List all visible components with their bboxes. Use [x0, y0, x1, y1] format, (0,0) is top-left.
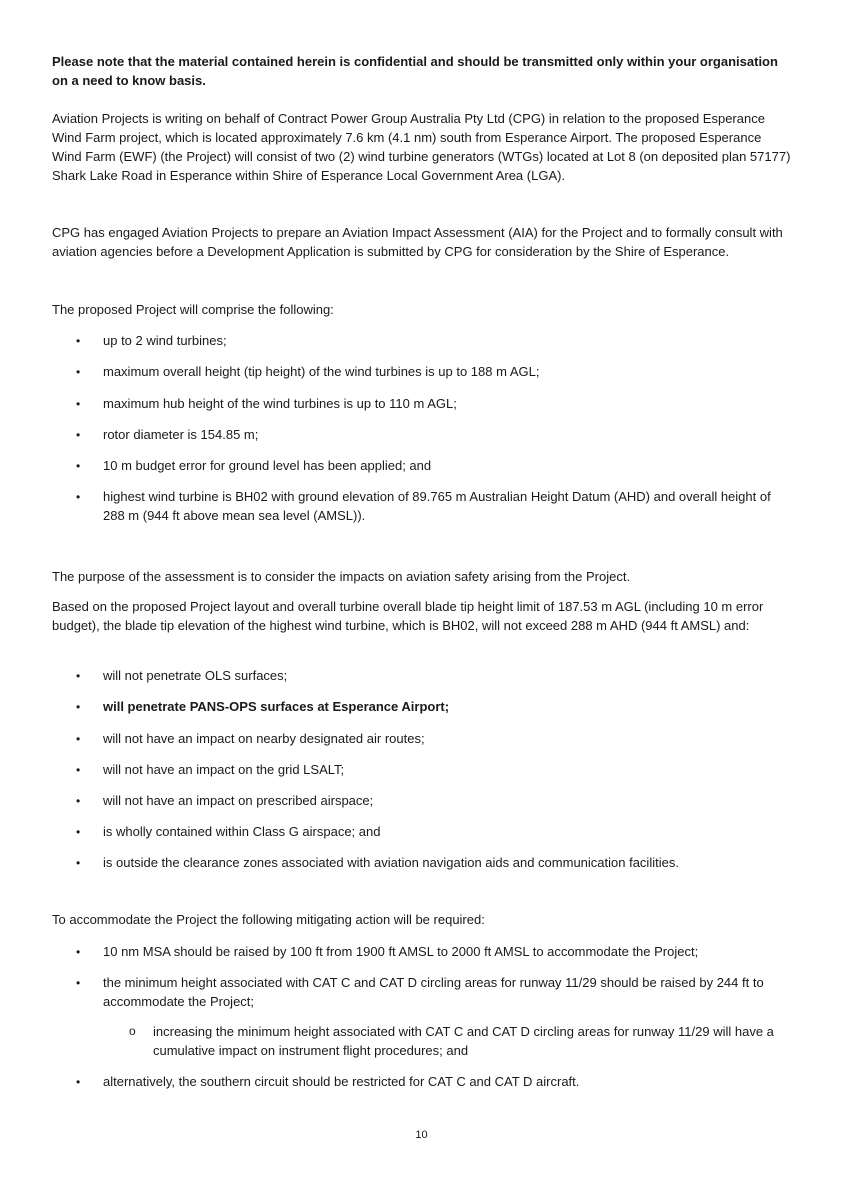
- bullet-icon: •: [76, 459, 81, 473]
- list-item-text: is wholly contained within Class G airspace; and: [103, 824, 381, 839]
- list-item-text: will not have an impact on prescribed airspace;: [103, 793, 374, 808]
- list-item-text: rotor diameter is 154.85 m;: [103, 427, 259, 442]
- bullet-icon: •: [76, 490, 81, 504]
- list-item-text: will not have an impact on the grid LSALT;: [103, 762, 345, 777]
- list-item-text: 10 nm MSA should be raised by 100 ft from 1900 ft AMSL to 2000 ft AMSL to accommodate the Project;: [103, 944, 699, 959]
- bullet-icon: •: [76, 825, 81, 839]
- mitigation-paragraph: To accommodate the Project the following mitigating action will be required:: [52, 912, 485, 927]
- layout-paragraph: Based on the proposed Project layout and overall turbine overall blade tip height limit of 187.53 m AGL (including 10 m error budget), the blade tip elevation of the highest wind turbine, which is BH02, will not exceed 288 m AHD (944 ft AMSL) and:: [52, 599, 764, 633]
- bullet-icon: •: [76, 397, 81, 411]
- list-item-text: maximum overall height (tip height) of the wind turbines is up to 188 m AGL;: [103, 364, 540, 379]
- bullet-icon: •: [76, 763, 81, 777]
- bullet-icon: •: [76, 976, 81, 990]
- sub-bullet-icon: o: [129, 1024, 136, 1038]
- bullet-icon: •: [76, 669, 81, 683]
- list-item-text: highest wind turbine is BH02 with ground elevation of 89.765 m Australian Height Datum (AHD) and overall height of 288 m (944 ft above mean sea level (AMSL)).: [103, 489, 771, 523]
- confidentiality-notice: Please note that the material contained herein is confidential and should be transmitted only within your organisation on a need to know basis.: [52, 54, 778, 88]
- list-item-text: up to 2 wind turbines;: [103, 333, 227, 348]
- purpose-paragraph: The purpose of the assessment is to consider the impacts on aviation safety arising from the Project.: [52, 569, 631, 584]
- sub-list-item-text: increasing the minimum height associated with CAT C and CAT D circling areas for runway 11/29 will have a cumulative impact on instrument flight procedures; and: [153, 1024, 774, 1058]
- list-item-text: will not penetrate OLS surfaces;: [103, 668, 288, 683]
- list-item-text: the minimum height associated with CAT C and CAT D circling areas for runway 11/29 should be raised by 244 ft to accommodate the Project;: [103, 975, 764, 1009]
- bullet-icon: •: [76, 732, 81, 746]
- bullet-icon: •: [76, 856, 81, 870]
- list-item-text: is outside the clearance zones associated with aviation navigation aids and communication facilities.: [103, 855, 679, 870]
- list-item-text: will not have an impact on nearby designated air routes;: [103, 731, 425, 746]
- list-item-text: alternatively, the southern circuit should be restricted for CAT C and CAT D aircraft.: [103, 1074, 580, 1089]
- bullet-icon: •: [76, 700, 81, 714]
- engagement-paragraph: CPG has engaged Aviation Projects to prepare an Aviation Impact Assessment (AIA) for the Project and to formally consult with aviation agencies before a Development Application is submitted by CPG for consideration by the Shire of Esperance.: [52, 225, 783, 259]
- bullet-icon: •: [76, 794, 81, 808]
- list-item-text: will penetrate PANS-OPS surfaces at Esperance Airport;: [103, 699, 450, 714]
- bullet-icon: •: [76, 945, 81, 959]
- comprise-paragraph: The proposed Project will comprise the following:: [52, 302, 334, 317]
- list-item-text: maximum hub height of the wind turbines is up to 110 m AGL;: [103, 396, 457, 411]
- bullet-icon: •: [76, 334, 81, 348]
- intro-paragraph: Aviation Projects is writing on behalf of Contract Power Group Australia Pty Ltd (CPG) in relation to the proposed Esperance Wind Farm project, which is located approximately 7.6 km (4.1 nm) south from Esperance Airport. The proposed Esperance Wind Farm (EWF) (the Project) will consist of two (2) wind turbine generators (WTGs) located at Lot 8 (on deposited plan 57177) Shark Lake Road in Esperance within Shire of Esperance Local Government Area (LGA).: [52, 111, 791, 183]
- list-item-text: 10 m budget error for ground level has been applied; and: [103, 458, 432, 473]
- page-number: 10: [415, 1129, 428, 1141]
- bullet-icon: •: [76, 1075, 81, 1089]
- bullet-icon: •: [76, 365, 81, 379]
- bullet-icon: •: [76, 428, 81, 442]
